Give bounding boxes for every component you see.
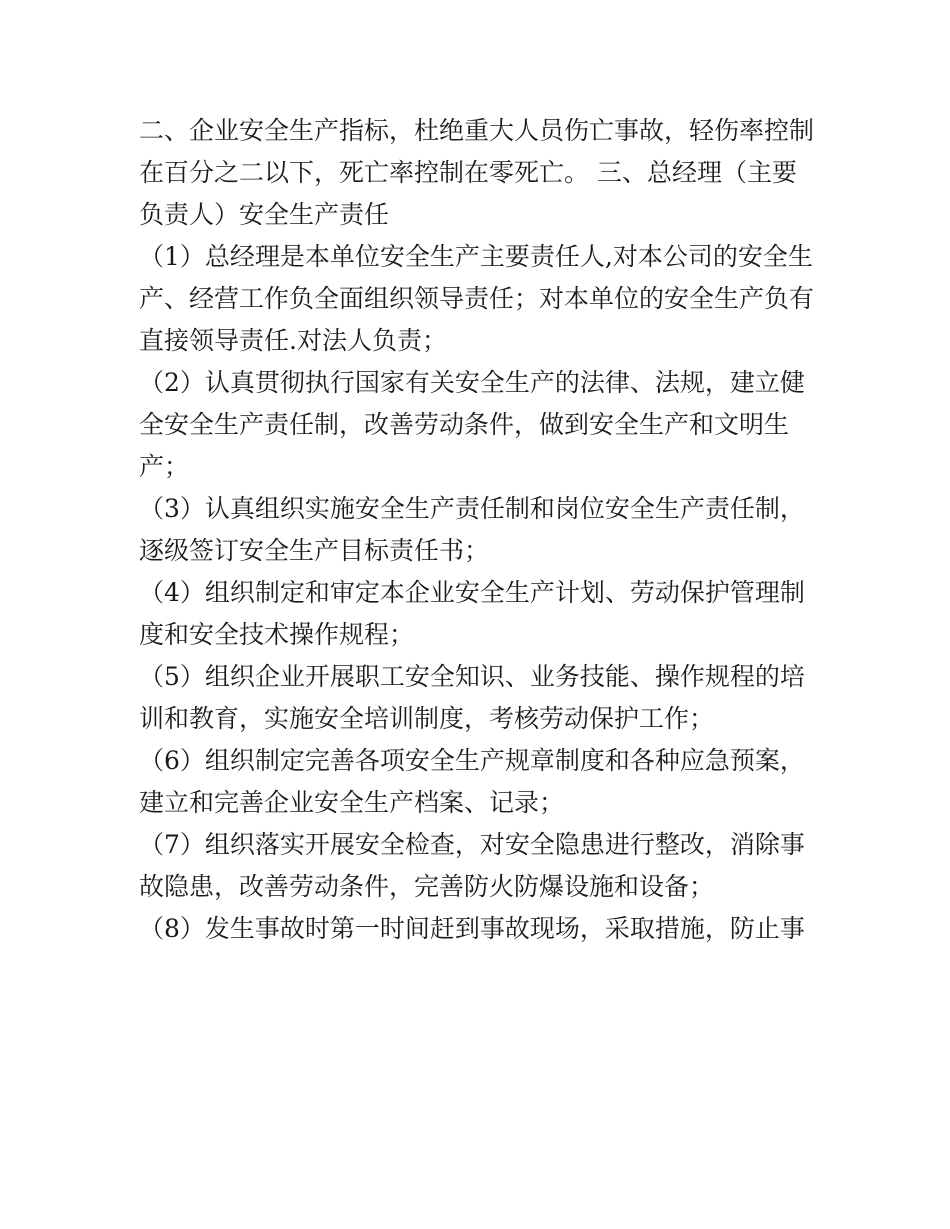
paragraph-item-6 [139, 740, 819, 824]
text-line: 故隐患，改善劳动条件，完善防火防爆设施和设备； [139, 872, 715, 901]
paragraph-safety-indicators [139, 110, 819, 236]
paragraph-item-4 [139, 572, 819, 656]
text-line: （6）组织制定完善各项安全生产规章制度和各种应急预案， [139, 746, 805, 775]
paragraph-item-1 [139, 236, 819, 362]
text-line: 全安全生产责任制，改善劳动条件，做到安全生产和文明生 [139, 410, 790, 439]
text-line: （4）组织制定和审定本企业安全生产计划、劳动保护管理制 [139, 578, 805, 607]
paragraph-item-2 [139, 362, 819, 488]
text-line: 直接领导责任.对法人负责； [139, 326, 447, 355]
paragraph-item-8 [139, 908, 819, 950]
text-line: （2）认真贯彻执行国家有关安全生产的法律、法规，建立健 [139, 368, 805, 397]
text-line: 训和教育，实施安全培训制度，考核劳动保护工作； [139, 704, 715, 733]
text-line: （5）组织企业开展职工安全知识、业务技能、操作规程的培 [139, 662, 805, 691]
text-line: （3）认真组织实施安全生产责任制和岗位安全生产责任制， [139, 494, 805, 523]
text-line: （8）发生事故时第一时间赶到事故现场，采取措施，防止事 [139, 914, 805, 943]
text-line: 度和安全技术操作规程； [139, 620, 415, 649]
text-line: 建立和完善企业安全生产档案、记录； [139, 788, 565, 817]
paragraph-item-3 [139, 488, 819, 572]
text-line: （1）总经理是本单位安全生产主要责任人,对本公司的安全生 [139, 242, 813, 271]
text-line: （7）组织落实开展安全检查，对安全隐患进行整改，消除事 [139, 830, 805, 859]
text-line: 产； [139, 452, 190, 481]
text-line: 负责人）安全生产责任 [139, 200, 390, 229]
text-line: 逐级签订安全生产目标责任书； [139, 536, 490, 565]
text-line: 二、企业安全生产指标，杜绝重大人员伤亡事故，轻伤率控制 [139, 116, 815, 145]
paragraph-item-5 [139, 656, 819, 740]
text-line: 在百分之二以下，死亡率控制在零死亡。 三、总经理（主要 [139, 158, 797, 187]
paragraph-item-7 [139, 824, 819, 908]
document-body [139, 110, 819, 950]
text-line: 产、经营工作负全面组织领导责任；对本单位的安全生产负有 [139, 284, 815, 313]
